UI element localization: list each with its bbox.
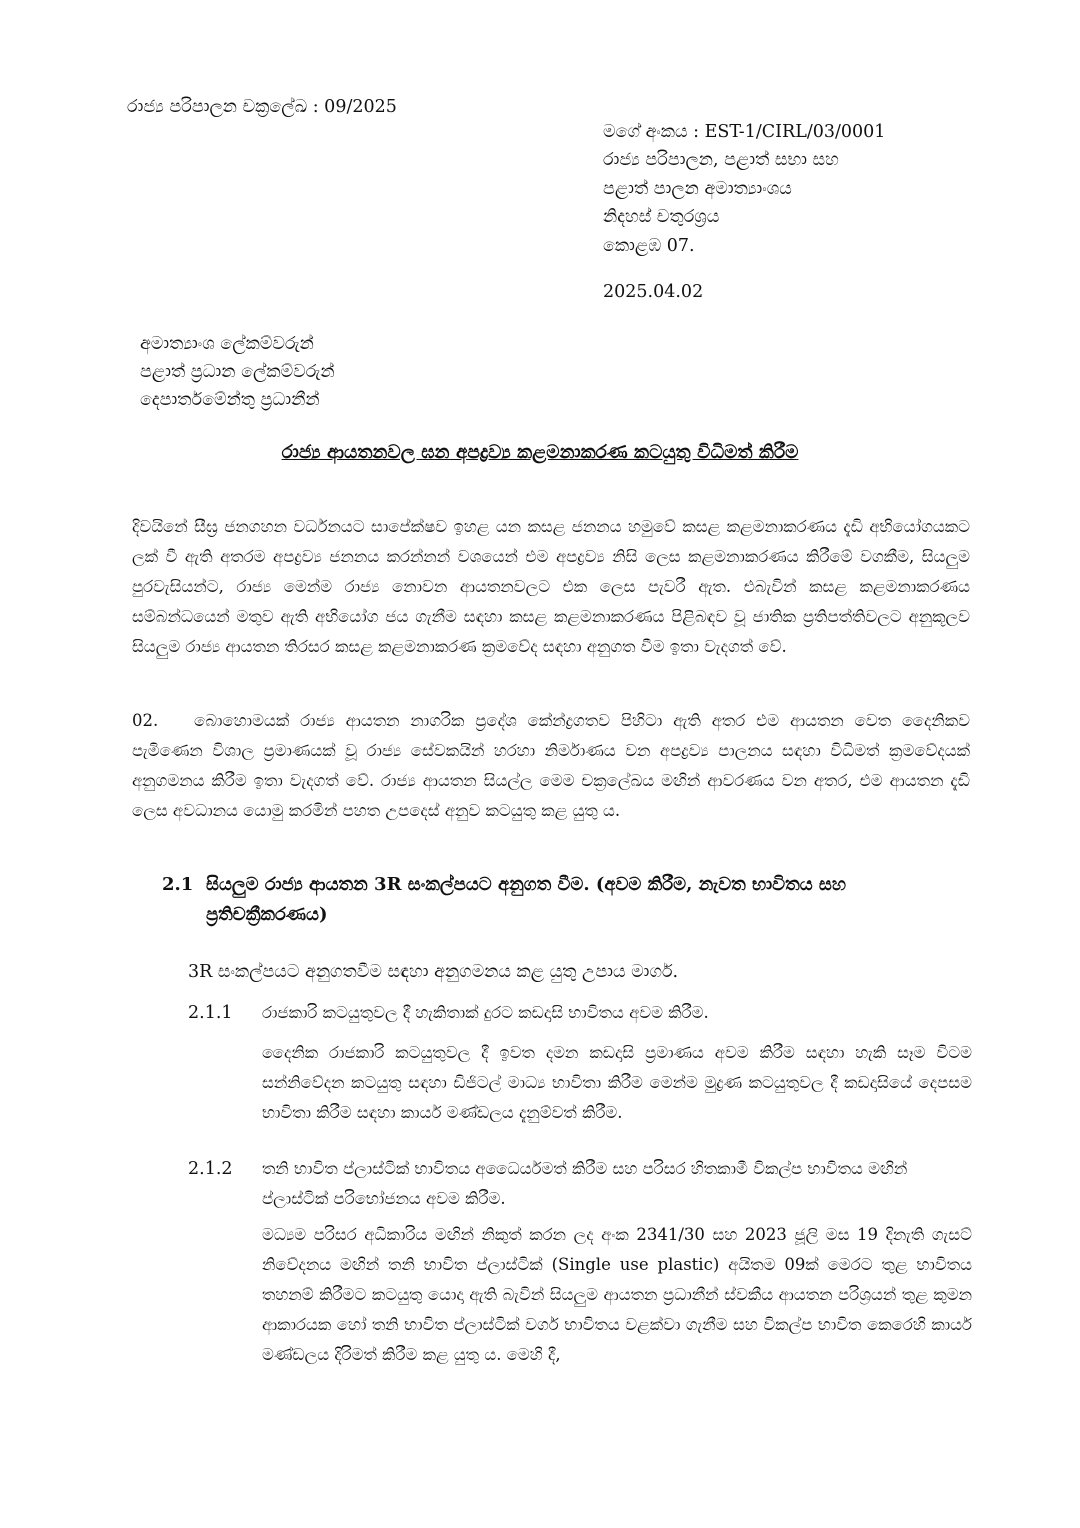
address-line: රාජ්‍ය පරිපාලන, පළාත් සභා සහ — [603, 150, 839, 170]
address-line: කොළඹ 07. — [603, 235, 695, 256]
paragraph-intro: දිවයිනේ සීඝ්‍ර ජනගහන වර්ධනයට සාපේක්ෂව ඉහළ යන කසළ ජනනය හමුවේ කසළ කළමනාකරණය දැඩි අභියෝගයකට ලක් වී ඇති අතරම අපද්‍රව්‍ය ජනනය කරන්නන් වශයෙන් එම අපද්‍රව්‍ය නිසි ලෙස කළමනාකරණය කිරීමේ වගකීම, සියලුම පුරවැසියන්ට, රාජ්‍ය මෙන්ම රාජ්‍ය නොවන ආයතනවලට එක ලෙස පැවරී ඇත. එබැවින් කසළ කළමනාකරණය සම්බන්ධයෙන් මතුව ඇති අභියෝග ජය ගැනීම සඳහා කසළ කළමනාකරණය පිළිබඳව වූ ජාතික ප්‍රතිපත්තිවලට අනුකූලව සියලුම රාජ්‍ය ආයතන තිරසර කසළ කළමනාකරණ ක්‍රමවේද සඳහා අනුගත වීම ඉතා වැදගත් වේ. — [132, 517, 970, 656]
address-line: නිදහස් චතුරශ්‍රය — [603, 207, 720, 227]
section-title: සියලුම රාජ්‍ය ආයතන 3R සංකල්පයට අනුගත වීම. (අවම කිරීම, නැවත භාවිතය සහ ප්‍රතිචක්‍රීකරණය) — [206, 874, 847, 925]
paragraph-02 — [132, 706, 970, 826]
subsection-number: 2.1.2 — [188, 1159, 233, 1179]
subsection-body: දෛනික රාජකාරි කටයුතුවල දී ඉවත දමන කඩදාසි ප්‍රමාණය අවම කිරීම සඳහා හැකි සෑම විටම සන්නිවේදන කටයුතු සඳහා ඩිජිටල් මාධ්‍ය භාවිතා කිරීම මෙන්ම මුද්‍රණ කටයුතුවල දී කඩදාසියේ දෙපසම භාවිතා කිරීම සඳහා කාර්ය මණ්ඩලය දැනුම්වත් කිරීම. — [262, 1043, 972, 1122]
recipients-list — [140, 330, 335, 414]
subsection-body: මධ්‍යම පරිසර අධිකාරිය මඟින් නිකුත් කරන ලද අංක 2341/30 සහ 2023 ජූලි මස 19 දිනැති ගැසට් නිවේදනය මඟින් තනි භාවිත ප්ලාස්ටික් (Single use plastic) අයිතම 09ක් මෙරට තුළ භාවිතය තහනම් කිරීමට කටයුතු යොදා ඇති බැවින් සියලුම ආයතන ප්‍රධානීන් ස්වකීය ආයතන පරිශ්‍රයන් තුළ කුමන ආකාරයක හෝ තනි භාවිත ප්ලාස්ටික් වර්ග භාවිතය වළක්වා ගැනීම සහ විකල්ප භාවිත කෙරෙහි කාර්ය මණ්ඩලය දිරිමත් කිරීම කළ යුතු ය. මෙහි දී, — [262, 1225, 972, 1364]
circular-date: 2025.04.02 — [603, 282, 704, 302]
section-number: 2.1 — [162, 874, 194, 895]
circular-reference: රාජ්‍ය පරිපාලන චක්‍රලේඛ : 09/2025 — [127, 97, 397, 117]
section-intro: 3R සංකල්පයට අනුගතවීම සඳහා අනුගමනය කළ යුතු උපාය මාර්ග. — [188, 962, 679, 982]
recipient: පළාත් ප්‍රධාන ලේකම්වරුන් — [140, 362, 335, 382]
recipient: අමාත්‍යාංශ ලේකම්වරුන් — [140, 334, 314, 354]
recipient: දෙපාර්තමේන්තු ප්‍රධානීන් — [140, 390, 320, 410]
sender-ref-number: මගේ අංකය : EST-1/CIRL/03/0001 — [603, 122, 886, 142]
subsection-title: තනි භාවිත ප්ලාස්ටික් භාවිතය අධෛර්යමත් කිරීම සහ පරිසර හිතකාමී විකල්ප භාවිතය මඟින් ප්ලාස්ටික් පරිභෝජනය අවම කිරීම. — [262, 1159, 908, 1208]
paragraph-02-text: බොහොමයක් රාජ්‍ය ආයතන නාගරික ප්‍රදේශ කේන්ද්‍රගතව පිහිටා ඇති අතර එම ආයතන වෙත දෛනිකව පැමිණෙන විශාල ප්‍රමාණයක් වූ රාජ්‍ය සේවකයින් හරහා නිර්මාණය වන අපද්‍රව්‍ය පාලනය සඳහා විධිමත් ක්‍රමවේදයක් අනුගමනය කිරීම ඉතා වැදගත් වේ. රාජ්‍ය ආයතන සියල්ල මෙම චක්‍රලේඛය මඟින් ආවරණය වන අතර, එම ආයතන දැඩි ලෙස අවධානය යොමු කරමින් පහත උපදෙස් අනුව කටයුතු කළ යුතු ය. — [132, 711, 970, 820]
subject-heading: රාජ්‍ය ආයතනවල ඝන අපද්‍රව්‍ය කළමනාකරණ කටයුතු විධිමත් කිරීම — [281, 442, 799, 463]
address-line: පළාත් පාලන අමාත්‍යාංශය — [603, 178, 792, 199]
subsection-number: 2.1.1 — [188, 1003, 233, 1023]
paragraph-number: 02. — [132, 711, 159, 730]
sender-address — [603, 146, 839, 260]
subsection-title: රාජකාරි කටයුතුවල දී හැකිතාක් දුරට කඩදාසි භාවිතය අවම කිරීම. — [262, 1003, 709, 1022]
